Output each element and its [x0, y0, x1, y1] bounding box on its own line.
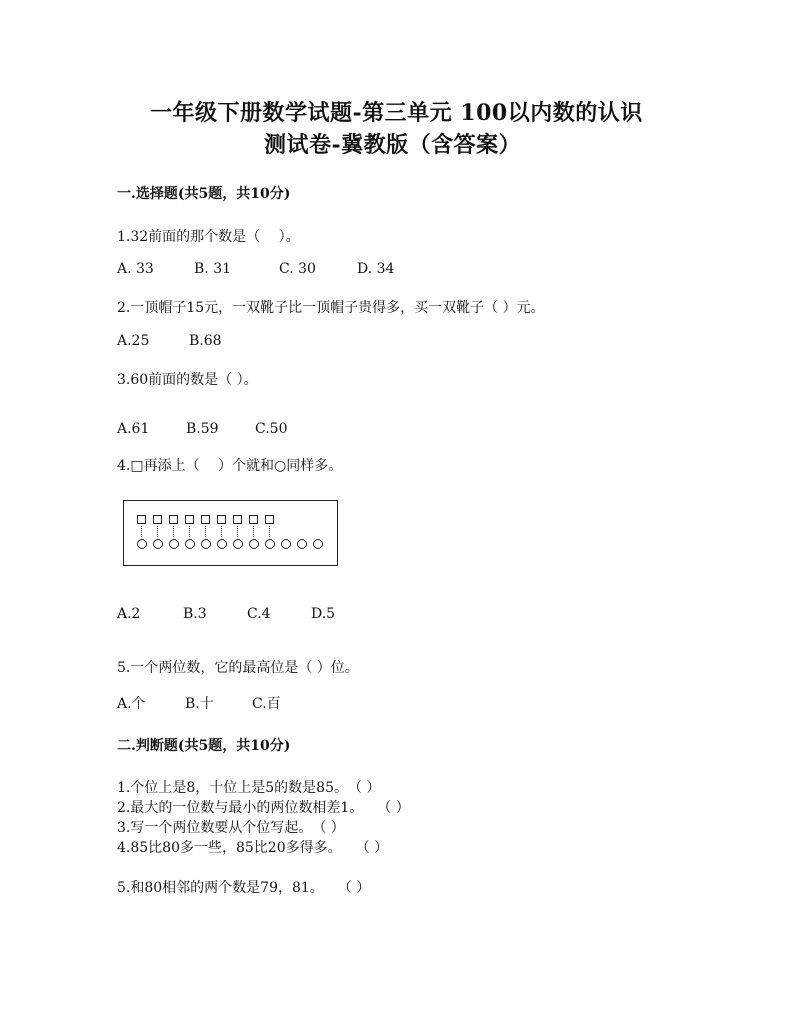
match-dotted-line	[253, 526, 254, 537]
square-icon	[265, 515, 274, 524]
judgement-2: 2.最大的一位数与最小的两位数相差1。 （ ）	[117, 800, 410, 816]
question-1-options	[117, 261, 394, 277]
square-icon	[169, 515, 178, 524]
option-b: B. 31	[194, 261, 232, 277]
circle-icon	[153, 539, 163, 549]
squares-circles-figure	[123, 500, 338, 566]
question-3-options	[117, 421, 287, 437]
circle-icon	[313, 539, 323, 549]
option-a: A.25	[117, 333, 150, 349]
square-icon	[233, 515, 242, 524]
square-icon	[185, 515, 194, 524]
circle-icon	[281, 539, 291, 549]
option-a: A.61	[117, 421, 150, 437]
match-dotted-line	[141, 526, 142, 537]
circle-icon	[233, 539, 243, 549]
circle-icon	[217, 539, 227, 549]
square-icon	[217, 515, 226, 524]
match-dotted-line	[173, 526, 174, 537]
option-b: B.68	[189, 333, 222, 349]
option-a: A.个	[117, 696, 146, 712]
square-icon	[153, 515, 162, 524]
option-a: A.2	[117, 606, 141, 622]
question-3: 3.60前面的数是（ ）。	[117, 372, 258, 388]
page-title-line2: 测试卷-冀教版（含答案）	[264, 132, 522, 158]
question-5-options	[117, 693, 281, 713]
section-heading-judgement: 二.判断题(共5题，共10分)	[117, 738, 291, 754]
option-d: D.5	[311, 606, 336, 622]
judgement-5: 5.和80相邻的两个数是79，81。 （ ）	[117, 880, 371, 896]
question-4-options	[117, 606, 335, 622]
option-c: C.4	[247, 606, 271, 622]
question-5: 5.一个两位数，它的最高位是（ ）位。	[117, 660, 359, 676]
judgement-3: 3.写一个两位数要从个位写起。 （ ）	[117, 820, 345, 836]
match-dotted-line	[237, 526, 238, 537]
question-4: 4.□再添上（ ）个就和○同样多。	[117, 458, 343, 474]
circle-icon	[201, 539, 211, 549]
option-c: C. 30	[279, 261, 316, 277]
match-dotted-line	[205, 526, 206, 537]
option-b: B.3	[183, 606, 207, 622]
match-dotted-line	[157, 526, 158, 537]
match-dotted-line	[221, 526, 222, 537]
circle-icon	[169, 539, 179, 549]
section-heading-choice: 一.选择题(共5题，共10分)	[117, 186, 291, 202]
circle-icon	[249, 539, 259, 549]
option-c: C.50	[255, 421, 288, 437]
circle-icon	[297, 539, 307, 549]
option-d: D. 34	[357, 261, 395, 277]
square-icon	[137, 515, 146, 524]
judgement-4: 4.85比80多一些，85比20多得多。 （ ）	[117, 840, 389, 856]
match-dotted-line	[269, 526, 270, 537]
option-b: B.十	[185, 696, 214, 712]
question-1: 1.32前面的那个数是（ ）。	[117, 229, 300, 245]
option-a: A. 33	[117, 261, 154, 277]
circle-icon	[265, 539, 275, 549]
option-b: B.59	[186, 421, 219, 437]
square-icon	[249, 515, 258, 524]
circle-icon	[185, 539, 195, 549]
match-dotted-line	[189, 526, 190, 537]
square-icon	[201, 515, 210, 524]
question-2: 2.一顶帽子15元，一双靴子比一顶帽子贵得多，买一双靴子（ ）元。	[117, 300, 545, 316]
page-title-line1: 一年级下册数学试题-第三单元 100以内数的认识	[150, 100, 643, 126]
option-c: C.百	[252, 696, 281, 712]
circle-icon	[137, 539, 147, 549]
judgement-1: 1.个位上是8，十位上是5的数是85。 （ ）	[117, 780, 381, 796]
question-2-options	[117, 333, 222, 349]
